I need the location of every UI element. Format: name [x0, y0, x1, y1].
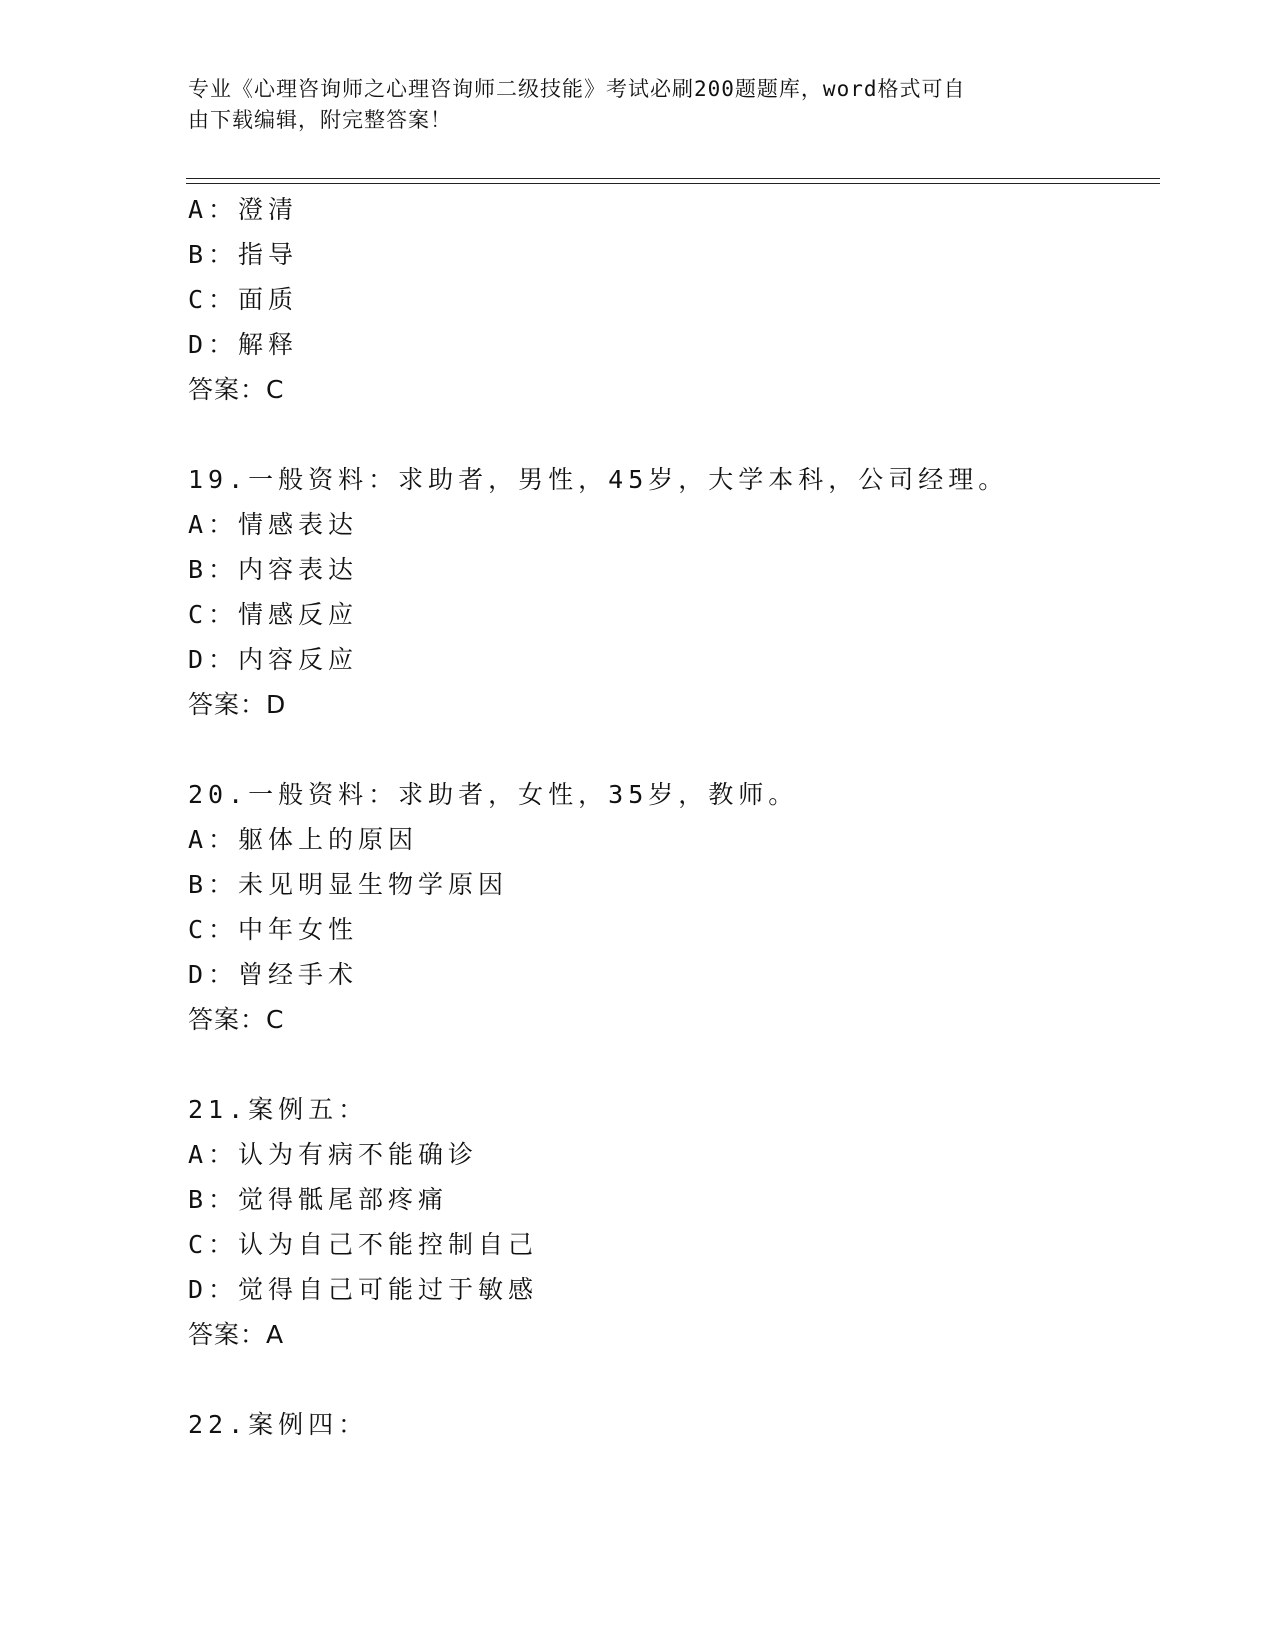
answer-line: 答案：C: [188, 1005, 285, 1034]
option-b: B：指导: [188, 240, 299, 269]
header-divider-bottom: [186, 183, 1160, 184]
option-b: B：内容表达: [188, 555, 359, 584]
option-b: B：觉得骶尾部疼痛: [188, 1185, 449, 1214]
option-c: C：面质: [188, 285, 299, 314]
option-a: A：躯体上的原因: [188, 825, 419, 854]
question-21: 21.案例五：: [188, 1095, 369, 1124]
option-c: C：情感反应: [188, 600, 359, 629]
answer-line: 答案：C: [188, 375, 285, 404]
answer-line: 答案：D: [188, 690, 287, 719]
option-d: D：曾经手术: [188, 960, 359, 989]
header-line-2: 由下载编辑，附完整答案！: [188, 108, 452, 132]
option-c: C：认为自己不能控制自己: [188, 1230, 539, 1259]
answer-line: 答案：A: [188, 1320, 285, 1349]
document-header: [188, 74, 1068, 136]
question-22: 22.案例四：: [188, 1410, 369, 1439]
option-d: D：内容反应: [188, 645, 359, 674]
option-c: C：中年女性: [188, 915, 359, 944]
option-a: A：情感表达: [188, 510, 359, 539]
header-line-1: 专业《心理咨询师之心理咨询师二级技能》考试必刷200题题库，word格式可自: [188, 77, 966, 101]
question-19: 19.一般资料：求助者，男性，45岁，大学本科，公司经理。: [188, 465, 1009, 494]
option-b: B：未见明显生物学原因: [188, 870, 509, 899]
option-d: D：觉得自己可能过于敏感: [188, 1275, 539, 1304]
option-d: D：解释: [188, 330, 299, 359]
header-divider-top: [186, 178, 1160, 179]
option-a: A：认为有病不能确诊: [188, 1140, 479, 1169]
option-a: A：澄清: [188, 195, 299, 224]
question-20: 20.一般资料：求助者，女性，35岁，教师。: [188, 780, 799, 809]
